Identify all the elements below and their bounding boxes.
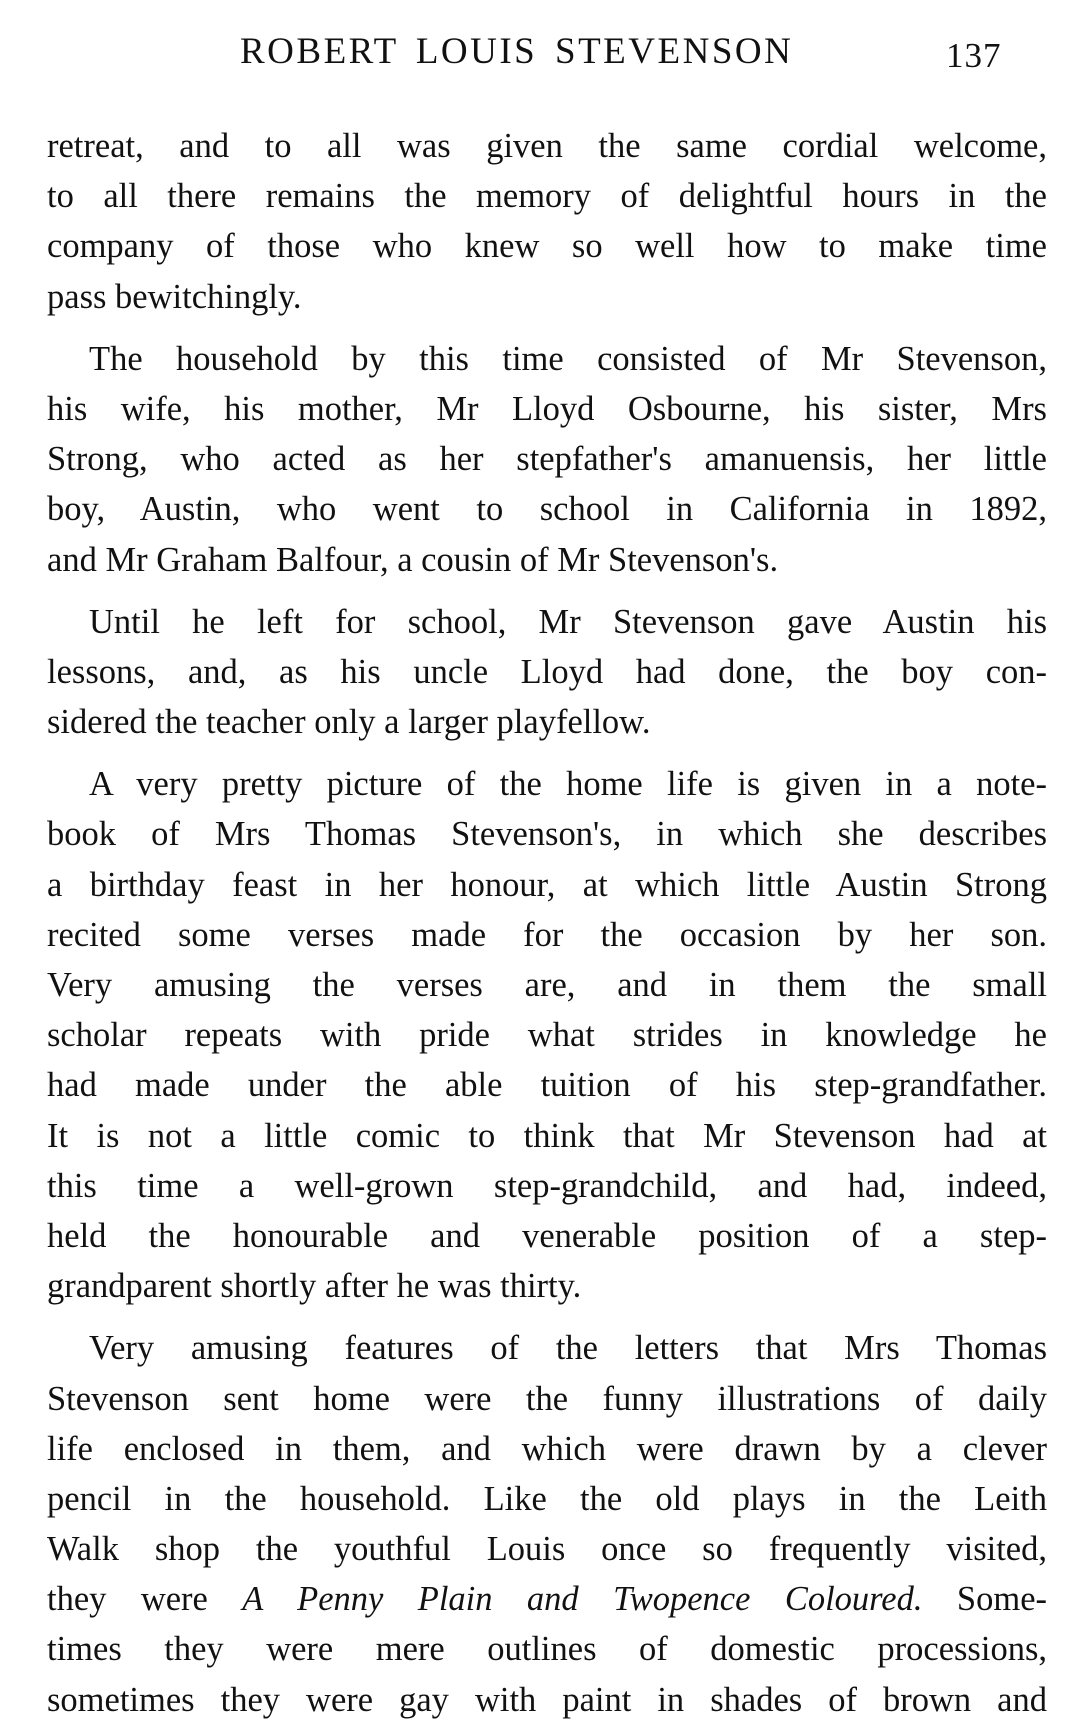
paragraph-1 (47, 121, 1047, 322)
text-line: and Mr Graham Balfour, a cousin of Mr Stevenson's. (47, 540, 779, 579)
text-line: boy, Austin, who went to school in California in 1892, (47, 490, 1047, 529)
text-line: scholar repeats with pride what strides in knowledge he (47, 1016, 1047, 1055)
text-line: pass bewitchingly. (47, 277, 302, 316)
text-line: times they were mere outlines of domestic processions, (47, 1630, 1047, 1669)
text-line: sidered the teacher only a larger playfellow. (47, 703, 651, 742)
text-line: life enclosed in them, and which were drawn by a clever (47, 1429, 1047, 1468)
text-line: Until he left for school, Mr Stevenson gave Austin his (89, 602, 1047, 641)
text-run: Some- (922, 1580, 1047, 1619)
text-line: The household by this time consisted of Mr Stevenson, (89, 339, 1047, 378)
text-line: recited some verses made for the occasion by her son. (47, 915, 1047, 954)
text-line: Very amusing features of the letters that Mrs Thomas (89, 1329, 1047, 1368)
text-line: held the honourable and venerable position of a step- (47, 1216, 1047, 1255)
page-header (0, 30, 1083, 80)
text-line: Strong, who acted as her stepfather's amanuensis, her little (47, 440, 1047, 479)
paragraph-5 (47, 1323, 1047, 1725)
text-line: a birthday feast in her honour, at which little Austin Strong (47, 865, 1047, 904)
body-text (47, 121, 1047, 1725)
italic-title: A Penny Plain and Twopence Coloured. (242, 1580, 923, 1619)
paragraph-4 (47, 759, 1047, 1311)
text-line: sometimes they were gay with paint in shades of brown and (47, 1680, 1047, 1719)
text-line: book of Mrs Thomas Stevenson's, in which she describes (47, 815, 1047, 854)
text-line: his wife, his mother, Mr Lloyd Osbourne, his sister, Mrs (47, 389, 1047, 428)
paragraph-2 (47, 334, 1047, 585)
page-number: 137 (946, 36, 1002, 75)
text-line: Very amusing the verses are, and in them the small (47, 966, 1047, 1004)
text-line: grandparent shortly after he was thirty. (47, 1267, 582, 1306)
text-line: It is not a little comic to think that Mr Stevenson had at (47, 1116, 1047, 1155)
text-line: to all there remains the memory of delightful hours in the (47, 177, 1047, 216)
text-line: A very pretty picture of the home life is given in a note- (89, 765, 1047, 804)
text-line: company of those who knew so well how to make time (47, 227, 1047, 266)
paragraph-3 (47, 597, 1047, 748)
text-line: pencil in the household. Like the old plays in the Leith (47, 1479, 1047, 1518)
text-line: this time a well-grown step-grandchild, and had, indeed, (47, 1166, 1047, 1205)
text-run: they were (47, 1580, 243, 1619)
text-line: retreat, and to all was given the same cordial welcome, (47, 127, 1047, 165)
text-line-with-italic-title (47, 1574, 1047, 1624)
text-line: Walk shop the youthful Louis once so frequently visited, (47, 1530, 1047, 1569)
text-line: lessons, and, as his uncle Lloyd had done, the boy con- (47, 652, 1047, 691)
text-line: Stevenson sent home were the funny illustrations of daily (47, 1379, 1047, 1418)
text-line: had made under the able tuition of his step-grandfather. (47, 1066, 1047, 1105)
running-title: ROBERT LOUIS STEVENSON (240, 31, 794, 72)
